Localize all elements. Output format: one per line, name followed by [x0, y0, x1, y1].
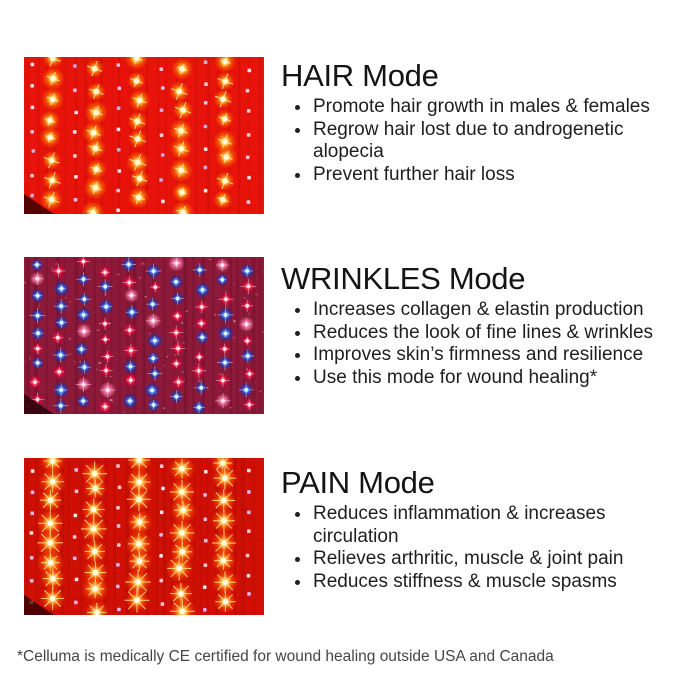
benefit-item: • Reduces inflammation & increases circulation — [312, 503, 671, 548]
section-hair-mode — [0, 56, 679, 256]
benefit-item: • Regrow hair lost due to androgenetic alopecia — [312, 119, 671, 164]
benefits-list — [281, 299, 671, 389]
benefit-item: • Prevent further hair loss — [312, 164, 671, 187]
benefit-item: • Improves skin’s firmness and resilience — [312, 344, 671, 367]
hair-mode-content — [281, 56, 671, 186]
hair-mode-led-panel-photo — [24, 57, 264, 214]
benefit-item: • Reduces the look of fine lines & wrinkles — [312, 322, 671, 345]
section-title: HAIR Mode — [281, 58, 439, 93]
benefit-item: • Reduces stiffness & muscle spasms — [312, 571, 671, 594]
benefit-item: • Relieves arthritic, muscle & joint pain — [312, 548, 671, 571]
benefits-list — [281, 503, 671, 593]
footnote: *Celluma is medically CE certified for wound healing outside USA and Canada — [17, 648, 554, 665]
section-wrinkles-mode — [0, 256, 679, 456]
pain-mode-content — [281, 457, 671, 593]
benefits-list — [281, 96, 671, 186]
benefit-item: • Promote hair growth in males & females — [312, 96, 671, 119]
benefit-item: • Use this mode for wound healing* — [312, 367, 671, 390]
wrinkles-mode-led-panel-photo — [24, 257, 264, 414]
section-title: PAIN Mode — [281, 465, 435, 500]
section-title: WRINKLES Mode — [281, 261, 526, 296]
wrinkles-mode-content — [281, 256, 671, 389]
section-pain-mode — [0, 457, 679, 657]
pain-mode-led-panel-photo — [24, 458, 264, 615]
benefit-item: • Increases collagen & elastin production — [312, 299, 671, 322]
